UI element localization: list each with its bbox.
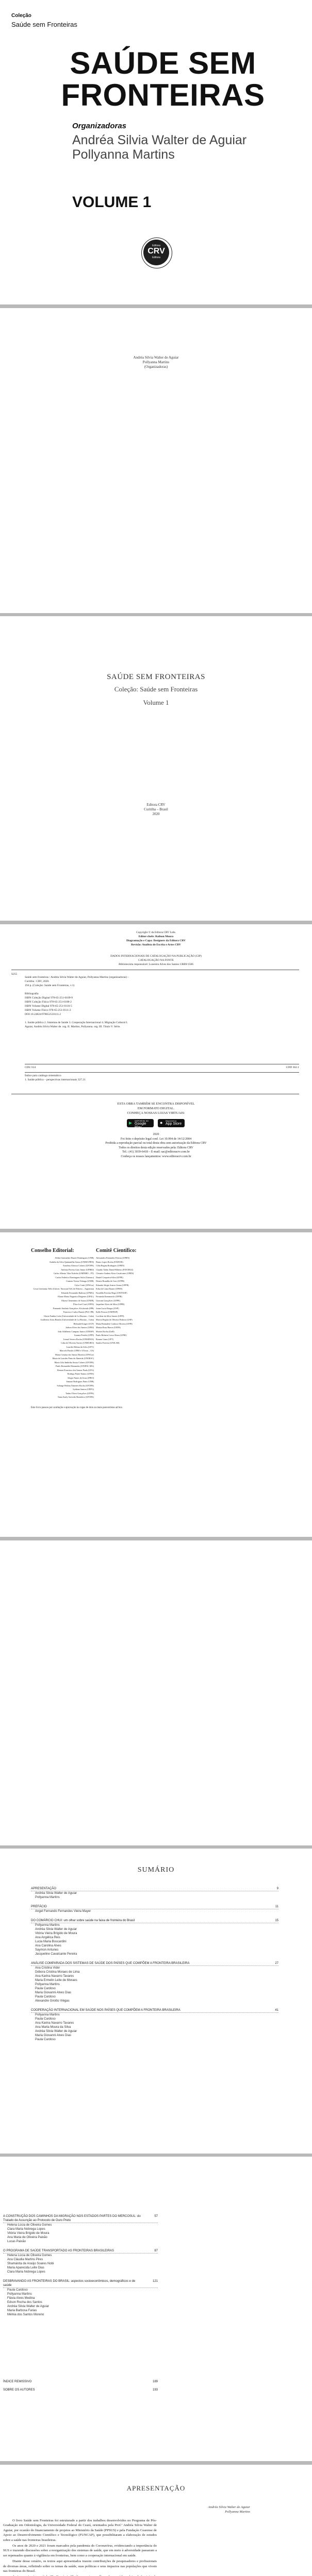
- toc-entry-author: Lucas Paixão: [7, 2240, 26, 2243]
- google-play-label: Google Play: [135, 1122, 146, 1129]
- presentation-page: [0, 2465, 312, 2576]
- committee-member-item: Fernanda Kemmerich (UFPR): [96, 1295, 122, 1298]
- committee-member-item: Marcia Regina de Oliveira Pedroso (USP): [96, 1318, 133, 1321]
- cip-subjects2: Aguiar, Andréa Silvia Walter de. org. II. Martins, Pollyanna. org. III. Título V. Série.: [25, 1025, 121, 1028]
- legal-year: 2020: [153, 1133, 159, 1136]
- committee-member-item: Kelle Pessoa (UNIFESP): [96, 1311, 118, 1313]
- toc-entry[interactable]: [31, 1919, 278, 1956]
- council-member-item: Maria Lília Imbiriba Sousa Colares (UFOPA): [54, 1361, 94, 1364]
- toc-entry-author: Alexandre Girotto Viégas: [35, 1999, 70, 2003]
- council-member-item: Elione Maria Nogueira Diogenes (UFAL): [58, 1295, 94, 1298]
- toc-entry-author: Vitória Vieira Brígido de Moura: [7, 2232, 50, 2235]
- council-member-item: Maria de Lourdes Pinto de Almeida (UNOESC): [52, 1357, 94, 1360]
- toc-entry-author: Maria Barbosa Farias: [7, 2309, 37, 2312]
- app-store-small: Disponível na: [166, 1120, 177, 1122]
- toc-entry-author: Maria Aparecida Leite Dias: [7, 2266, 44, 2269]
- cip-body: [25, 975, 293, 1029]
- title-page-volume: Volume 1: [143, 699, 169, 706]
- summary-authors-page: 193: [152, 2388, 158, 2392]
- council-member-item: Eduardo Fernandes Barbosa (UFMG): [61, 1291, 94, 1294]
- toc-entry-author: Ana Cláudia Martins Pires: [7, 2258, 43, 2261]
- edition-note2: EM FORMATO DIGITAL.: [137, 1107, 175, 1110]
- cip-isbn2: ISBN Coleção Física 978-65-251-0108-2: [25, 1001, 72, 1004]
- toc-entry-author: Paula Cardoso: [35, 1995, 56, 1998]
- council-member-item: Lourdes Helena da Silva (UFV): [66, 1345, 94, 1348]
- toc-entry-page: 87: [154, 2249, 158, 2252]
- council-member-item: Sérgio Nunes de Jesus (IFRO): [68, 1376, 94, 1379]
- toc-entry[interactable]: [3, 2249, 158, 2274]
- toc-entry[interactable]: [3, 2279, 158, 2317]
- presentation-title: APRESENTAÇÃO: [126, 2484, 186, 2492]
- committee-member-item: Moisés Rocha (UnB): [96, 1330, 114, 1333]
- toc-entry-author: Pollyanna Martins: [35, 1983, 60, 1986]
- toc-entry-title: DO COMÁRCIO CHUI: um olhar sobre saúde na faixa de fronteira do Brasil: [31, 1919, 278, 1923]
- committee-member-item: Sandra Ferreira (UNILAB): [96, 1342, 120, 1344]
- cip-index-entry: 1. Saúde pública – perspectivas internacionais 327.21: [25, 1078, 86, 1081]
- presentation-byline2: Pollyanna Martins: [225, 2510, 250, 2514]
- council-member-item: Sydione Santos (UEPG): [73, 1388, 94, 1391]
- toc-entry[interactable]: [31, 1905, 278, 1913]
- cip-isbn4: ISBN Volume Físico 978-65-251-0111-2: [25, 1009, 71, 1012]
- presentation-paragraph: O livro Saúde sem Fronteiras foi estruturado a partir dos trabalhos desenvolvidos no Programa de Pós-Graduação em Odontologia, da Universidade Federal do Ceará, orientados pela Prof.ª Andréa Silvia Walter de Aguiar, por ocasião do financiamento de projetos ao Ministério da Saúde (PPSUS) e pela Fundação Cearense de Apoio ao Desenvolvimento Científico e Tecnológico (FUNCAP), que possibilitaram a elaboração de estudos sobre a saúde nas fronteiras brasileiras.: [3, 2519, 157, 2542]
- title-page-imprint: [0, 803, 312, 817]
- toc-entry-title: A CONSTRUÇÃO DOS CAMINHOS DA MIGRAÇÃO NOS ESTADOS PARTES DO MERCOSUL: do Tratado de Assunção ao Protocolo de Ouro Preto: [3, 2214, 158, 2223]
- committee-member-item: Lucilene da Silva Santos (UFPI): [96, 1314, 124, 1317]
- toc-entry-author: Clara Maria Nobrega Lopes: [7, 2270, 45, 2274]
- toc-entry-author: Ana Marta Moura da Silva: [35, 2026, 71, 2029]
- council-list: [11, 1256, 94, 1399]
- council-member-item: Anselmo Alencar Colares (UFOPA): [62, 1264, 94, 1267]
- editorial-board-page: [0, 1232, 312, 1537]
- toc-entry-author: Shamánita de Araújo Soares Nobi: [7, 2262, 54, 2265]
- council-member-item: Fernando Antônio Gonçalves Alcoforado (IPB): [53, 1307, 94, 1310]
- cip-isbn1: ISBN Coleção Digital 978-65-251-0109-9: [25, 996, 73, 999]
- toc-entry-author: Flávia Alves Medina: [7, 2297, 35, 2300]
- half-title-role: (Organizadoras): [144, 365, 168, 369]
- cip-entry3: 194 p. (Coleção: Saúde sem Fronteiras, v.1): [25, 984, 75, 987]
- toc-entry-author: Paula Cardoso: [35, 2038, 56, 2041]
- council-member-item: Paulo Romualdo Hernandes (UNIFAL-MG): [55, 1365, 94, 1367]
- toc-entry[interactable]: [31, 1961, 278, 2003]
- committee-member-item: Denise Brandão de Gois (UFPB): [96, 1280, 125, 1282]
- council-member-item: Elizeu Clementino de Souza (UNEB): [61, 1299, 94, 1302]
- toc-entry-author: Helena Lúcia de Oliveira Gomes: [7, 2224, 52, 2227]
- committee-member-item: Erika de Lima Duarte (UFRN): [96, 1287, 123, 1290]
- toc-entry-title: COOPERAÇÃO INTERNACIONAL EM SAÚDE NOS PAÍSES QUE COMPÕEM A FRONTEIRA BRASILEIRA: [31, 2008, 278, 2013]
- toc-entry-page: 57: [154, 2215, 158, 2218]
- council-member-item: Rodrigo Pratte-Santos (UFES): [67, 1372, 94, 1375]
- council-member-item: Guillermo Arias Beatón (Universidade de La Havana – Cuba): [40, 1318, 94, 1321]
- copyright-line2: Editor-chefe: Railson Moura: [138, 935, 174, 938]
- google-play-small: DISPONÍVEL NO: [135, 1120, 149, 1122]
- committee-member-item: Faradilla Ferreira Rego (UNIVASF): [96, 1291, 127, 1294]
- committee-member-item: Alessandra Fernandes Feitosa (UFRN): [96, 1257, 130, 1259]
- publisher-logo-sub: Editora: [152, 256, 160, 259]
- council-member-item: Gloria Fariñas León (Universidade de La Havana – Cuba): [43, 1314, 94, 1317]
- toc-entry-author: Ana Angélica Reis: [35, 1936, 60, 1939]
- council-title: Conselho Editorial:: [31, 1248, 74, 1253]
- toc-entry-page: 15: [275, 1919, 278, 1922]
- legal-law2: Proibida a reprodução parcial ou total desta obra sem autorização da Editora CRV: [105, 1142, 207, 1145]
- toc-entry-author: Paula Cardoso: [35, 2018, 56, 2021]
- cip-entry2: Curitiba : CRV, 2020.: [25, 980, 50, 983]
- toc-entry-author: Clara Maria Nobrega Lopes: [7, 2228, 45, 2231]
- apple-icon: ●: [160, 1120, 163, 1125]
- organizers-label: Organizadoras: [72, 122, 127, 130]
- half-title-page: [0, 308, 312, 613]
- cover-page: [0, 0, 312, 304]
- toc-entry-page: 121: [152, 2280, 158, 2283]
- toc-entry[interactable]: [31, 2008, 278, 2042]
- copyright-page: [0, 924, 312, 1229]
- cip-cdu: CDU 614: [25, 1066, 36, 1069]
- copyright-line3: Diagramação e Capa: Designers da Editora CRV: [126, 939, 186, 942]
- toc-entry-author: Ana Carolina Alves: [35, 1944, 61, 1947]
- toc-entry-title: O PROGRAMA DE SAÚDE TRANSPORTADO AS FRONTEIRAS BRASILEIRAS: [3, 2249, 158, 2253]
- cover-title: [29, 47, 297, 111]
- committee-member-item: Eduardo Sérgio Soares Sousa (UFPB): [96, 1283, 129, 1286]
- committee-member-item: Paulo Roberto Lessa Abreu (UFRJ): [96, 1334, 127, 1336]
- cip-heading: DADOS INTERNACIONAIS DE CATALOGAÇÃO NA PUBLICAÇÃO (CIP): [110, 955, 202, 958]
- council-member-item: Maria Cristina dos Santos Bezerra (UFSCar): [55, 1353, 94, 1356]
- council-member-item: Tania Suely Azevedo Brasileiro (UFOPA): [57, 1396, 94, 1398]
- toc-entry-author: Maria Giovanni Alves Dias: [35, 1991, 72, 1994]
- google-play-icon: ▶: [129, 1121, 133, 1125]
- toc-entry-author: Jacqueline Cavalcante Pereira: [35, 1953, 77, 1956]
- toc-entry-author: Pollyanna Martins: [35, 2013, 60, 2016]
- toc-entry-author: Ana Maria de Oliveira Paixão: [7, 2236, 47, 2239]
- toc-entry-author: Edson Rocha dos Santos: [7, 2301, 42, 2304]
- title-page-publisher: Editora CRV: [146, 803, 166, 807]
- publisher-logo-top: Editora: [152, 244, 160, 247]
- cip-heading-block: [0, 954, 312, 967]
- council-member-item: Simone Rodrigues Pinto (UNB): [66, 1380, 94, 1383]
- toc-entry-title: PREFÁCIO: [31, 1905, 278, 1909]
- toc-entry-author: Maria Giovanni Alves Dias: [35, 2034, 72, 2037]
- committee-member-item: Célia Regina Rodrigues (UFRN): [96, 1264, 125, 1267]
- legal-notes: [0, 1132, 312, 1159]
- cip-entry1: Saúde sem fronteiras / Andréa Silvia Walter de Aguiar, Pollyanna Martins (organizadoras) –: [25, 976, 129, 979]
- presentation-body: [3, 2518, 157, 2576]
- cip-index-label: Índice para catálogo sistemático: [25, 1074, 61, 1077]
- summary-index-label: ÍNDICE REMISSIVO: [3, 2380, 32, 2383]
- legal-law1: Foi feito o depósito legal conf. Lei 10.994 de 14/12/2004: [120, 1137, 192, 1141]
- title-page-city: Curitiba – Brasil: [144, 807, 168, 811]
- google-play-badge[interactable]: [127, 1119, 154, 1127]
- council-member-item: Antônio Pereira Gaio Júnior (UFRRJ): [61, 1268, 94, 1271]
- toc-entry-author: Pollyanna Martins: [35, 1924, 60, 1927]
- legal-site: Conheça os nossos lançamentos: www.editoracrv.com.br: [121, 1155, 191, 1158]
- committee-member-item: Geovani Gonçalves (UFPE): [96, 1299, 120, 1302]
- presentation-paragraph: Os anos de 2020 e 2021 foram marcados pela pandemia do Coronavírus, evidenciando a importância do SUS e trazendo discussões sobre a reorganização dos sistemas de saúde, que em meio à adversidade passaram a ser repensados quanto à vigilância em fronteiras, bem como a cooperação internacional em saúde.: [3, 2544, 157, 2557]
- collection-name: Saúde sem Fronteiras: [11, 21, 77, 28]
- cip-subjects1: 1. Saúde pública 2. Sistemas de Saúde 3. Cooperação Internacional 4. Migração Cultural I.: [25, 1021, 128, 1024]
- toc-entry-title: DESBRAVANDO AS FRONTEIRAS DO BRASIL: aspectos socioeconômicos, demográficos e de saúde: [3, 2279, 158, 2288]
- toc-entry-title: ANÁLISE COMPARADA DOS SISTEMAS DE SAÚDE DOS PAÍSES QUE COMPÕEM A FRONTEIRA BRASILEIRA: [31, 1961, 278, 1966]
- toc-entry-author: Lucia Maria Boscardini: [35, 1940, 67, 1943]
- council-member-item: Carlos Alberto Vilar Estêvão (UMINHO – PT): [53, 1272, 94, 1275]
- half-title-editor1: Andréa Silvia Walter de Aguiar: [133, 355, 179, 360]
- council-member-item: Renato Francisco dos Santos Paula (UFG): [57, 1368, 94, 1371]
- toc-entry-author: Maria Ermelin Leite de Moraes: [35, 1979, 77, 1982]
- toc-entry-author: Andréa Silvia Walter de Aguiar: [35, 1928, 77, 1931]
- toc-entry-title: APRESENTAÇÃO: [31, 1887, 278, 1891]
- copyright-line1: Copyright © da Editora CRV Ltda.: [136, 931, 176, 934]
- toc-entry-page: 41: [275, 2009, 278, 2012]
- cip-cdd: CDD 362.1: [286, 1066, 299, 1069]
- committee-member-item: Daniel Cerqueira-Silva (UFPE): [96, 1276, 123, 1279]
- committee-member-item: Cleonice Andrea Alves Cavalcante (UFRN): [96, 1272, 134, 1275]
- publisher-logo: [143, 240, 169, 265]
- toc-entry-author: Mélnia dos Santos Moreno: [7, 2313, 44, 2316]
- committee-member-item: Maria Bernadete Cardoso Oliveira (UFPI): [96, 1322, 133, 1325]
- digital-edition-note: [0, 1101, 312, 1115]
- summary-page-2: [0, 2157, 312, 2461]
- title-page-collection: Coleção: Saúde sem Fronteiras: [114, 685, 198, 693]
- toc-entry-author: Débora Cristina Moraes de Lima: [35, 1971, 80, 1974]
- committee-title: Comitê Científico:: [96, 1248, 137, 1253]
- cover-title-line2: FRONTEIRAS: [61, 78, 265, 112]
- summary-authors-label: SOBRE OS AUTORES: [3, 2388, 35, 2392]
- legal-law3: Todos os direitos desta edição reservados pela: Editora CRV: [119, 1146, 193, 1149]
- title-page: [0, 616, 312, 921]
- cover-title-line1: SAÚDE SEM: [70, 46, 256, 80]
- summary-page: [0, 1849, 312, 2154]
- council-member-item: Celso Conti (UFSCar): [74, 1283, 94, 1286]
- collection-label-text: Coleção: [11, 13, 31, 19]
- app-store-badge[interactable]: [158, 1119, 185, 1127]
- council-member-item: Andréia da Silva Quintanilha Sousa (UNIR/UFRN): [49, 1260, 94, 1263]
- council-member-item: Tadeu Oliver Gonçalves (UFPA): [65, 1392, 94, 1395]
- toc-entry-author: Ana Karina Navarro Tavares: [35, 1975, 74, 1978]
- toc-entry-author: Paula Cardoso: [7, 2289, 28, 2292]
- blank-page: [0, 1540, 312, 1845]
- committee-member-item: Jaqueline Alves da Silva (UFPB): [96, 1303, 125, 1306]
- copyright-line4: Revisão: Analista de Escrita e Artes CRV: [131, 943, 181, 946]
- volume-label: VOLUME 1: [72, 194, 152, 211]
- toc-entry-page: 9: [276, 1887, 278, 1890]
- cip-box: [11, 970, 299, 1094]
- summary-index-page: 189: [152, 2380, 158, 2383]
- committee-list: [96, 1256, 178, 1345]
- toc-entry-author: Andréa Silvia Walter de Aguiar: [35, 2030, 77, 2033]
- editor-name-2: Pollyanna Martins: [72, 147, 175, 162]
- toc-entry-author: Ana Karina Navarro Tavares: [35, 2022, 74, 2025]
- cip-biblio: Bibliografia: [25, 992, 39, 995]
- edition-note3: CONHEÇA NOSSAS LOJAS VIRTUAIS:: [127, 1111, 185, 1115]
- toc-entry-author: Pollyanna Martins: [7, 2293, 32, 2296]
- cip-isbn3: ISBN Volume Digital 978-65-251-0110-5: [25, 1005, 72, 1008]
- committee-member-item: Claudio Tadeu Daniel-Ribeiro (FIOCRUZ): [96, 1268, 134, 1271]
- toc-entry-author: Paula Cardoso: [35, 1987, 56, 1990]
- committee-member-item: Bruno Lopes Rocha (FAINOR): [96, 1260, 123, 1263]
- council-member-item: Francisco Carlos Duarte (PUC-PR): [63, 1311, 94, 1313]
- council-member-item: Leonel Severo Rocha (UNISINOS): [63, 1337, 94, 1341]
- cip-class-row: [25, 1064, 299, 1070]
- presentation-byline: [208, 2505, 250, 2514]
- council-member-item: Aldira Guimarães Duarte Domínguez (UNB): [55, 1257, 94, 1259]
- cip-librarian: Bibliotecária responsável: Luzenira Alves dos Santos CRB9/1506: [119, 963, 193, 966]
- toc-entry-author: Ana Cristina Vidor: [35, 1967, 60, 1970]
- toc-entry-author: Angel Fernando Fernandes Vieira Mayer: [35, 1910, 91, 1913]
- half-title-editor2: Pollyanna Martins: [142, 360, 170, 364]
- council-member-item: Carmen Tereza Velanga (UNIR): [66, 1280, 94, 1282]
- toc-entry-author: Helena Lúcia de Oliveira Gomes: [7, 2254, 52, 2257]
- council-member-item: Helmuth Krüger (UCP): [73, 1322, 94, 1325]
- council-member-item: Marcelo Paixão (UFRJ e UTexas – US): [59, 1349, 94, 1352]
- committee-member-item: Mariza Rosa Barros (UEPA): [96, 1326, 121, 1329]
- committee-member-item: Rosane Lima (UFT): [96, 1337, 113, 1341]
- council-member-item: João Adalberto Campato Junior (UNESP): [57, 1330, 94, 1333]
- app-store-label: App Store: [166, 1122, 182, 1126]
- council-member-item: Élsio José Corá (UFFS): [73, 1303, 94, 1306]
- toc-entry-author: Vitória Vieira Brígido de Moura: [35, 1932, 77, 1935]
- collection-label: [11, 11, 77, 29]
- publisher-logo-text: CRV: [147, 247, 165, 256]
- council-member-item: Josania Portela (UFPI): [74, 1334, 94, 1336]
- summary-title: SUMÁRIO: [137, 1866, 175, 1874]
- cip-doi: DOI 10.24824/978652510111.2: [25, 1013, 61, 1016]
- edition-note1: ESTA OBRA TAMBÉM SE ENCONTRA DISPONÍVEL: [117, 1102, 195, 1106]
- toc-entry-author: Saymon Antunes: [35, 1948, 59, 1952]
- cip-code: S255: [11, 973, 18, 976]
- copyright-credits: [0, 930, 312, 947]
- title-page-year: 2020: [152, 812, 160, 816]
- summary-authors-row: [3, 2388, 158, 2392]
- editor-name-1: Andréa Silvia Walter de Aguiar: [72, 133, 247, 147]
- council-member-item: Lídia de Oliveira Xavier (UNIEURO): [61, 1342, 94, 1344]
- presentation-byline1: Andréa Silvia Walter de Aguiar: [208, 2505, 250, 2509]
- legal-tel: Tel.: (41) 3039-6418 – E-mail: sac@editoracrv.com.br: [122, 1150, 190, 1154]
- cip-sub: CATALOGAÇÃO NA FONTE: [138, 959, 174, 962]
- board-footnote: Este livro passou por avaliação e aprovação às cegas de dois ou mais pareceristas ad hoc.: [31, 1406, 123, 1409]
- summary-list-2: [3, 2214, 158, 2322]
- toc-entry-author: Andréa Silvia Walter de Aguiar: [7, 2305, 50, 2308]
- half-title-block: [0, 355, 312, 369]
- title-page-title: SAÚDE SEM FRONTEIRAS: [107, 673, 205, 681]
- council-member-item: Carlos Federico Dominguez Avila (Unieuro): [55, 1276, 94, 1279]
- toc-entry-author: Pollyanna Martins: [35, 1896, 60, 1899]
- council-member-item: Cesar Gerónimo Tello (Univer. Nacional Três de Febrero – Argentina): [33, 1287, 94, 1290]
- council-member-item: Solange Helena Ximenes-Rocha (UFOPA): [57, 1384, 94, 1387]
- toc-entry[interactable]: [31, 1887, 278, 1900]
- presentation-paragraph: Diante desse cenário, os textos aqui apresentados trazem contribuições de pesquisadores e profissionais de diversas áreas, refletindo sobre os temas da saúde, suas políticas e seus impactos nas populações que vivem nas fronteiras do Brasil.: [3, 2560, 157, 2573]
- committee-member-item: Joana Lucia Borges (USP): [96, 1307, 119, 1310]
- council-member-item: Jailson Alves dos Santos (UFRJ): [65, 1326, 94, 1329]
- toc-entry[interactable]: [3, 2214, 158, 2244]
- summary-list: [31, 1887, 278, 2047]
- cip-index: [25, 1072, 299, 1082]
- toc-entry-page: 11: [275, 1905, 278, 1908]
- toc-entry-author: Andréa Silvia Walter de Aguiar: [35, 1892, 77, 1895]
- summary-index-row: [3, 2380, 158, 2383]
- toc-entry-page: 27: [275, 1962, 278, 1965]
